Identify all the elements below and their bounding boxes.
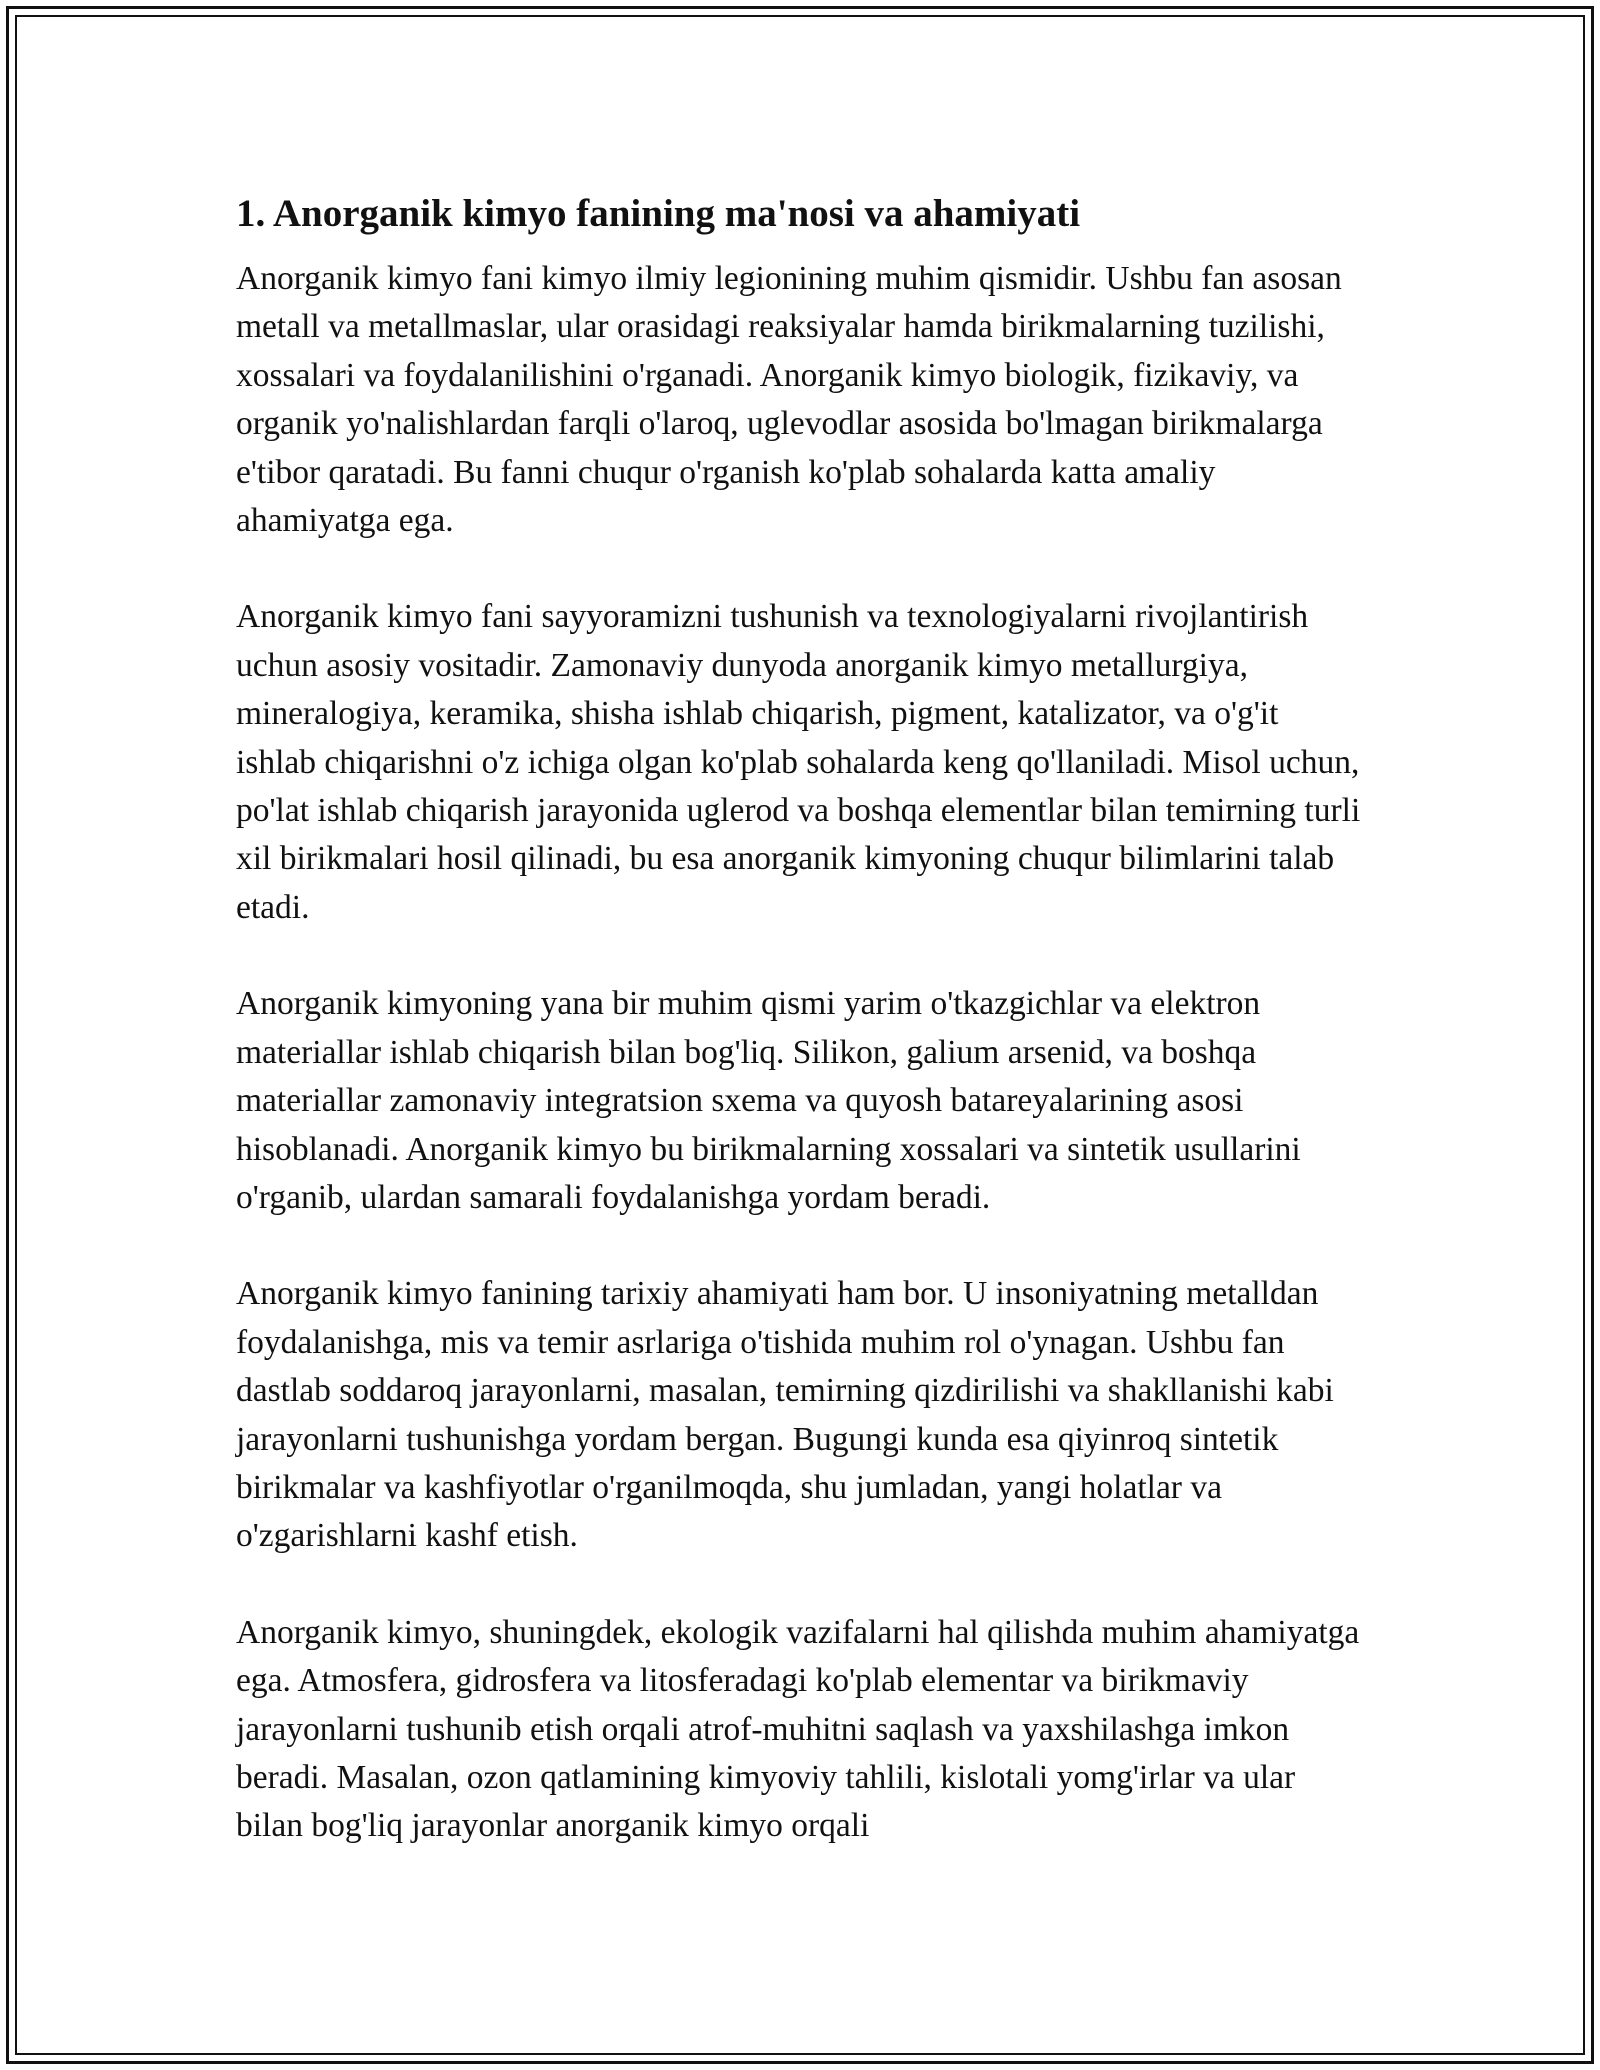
paragraph-3: Anorganik kimyoning yana bir muhim qismi yarim o'tkazgichlar va elektron materiallar ishlab chiqarish bilan bog'liq. Silikon, galium arsenid, va boshqa materiallar zamonaviy integratsion sxema va quyosh batareyalarining asosi hisoblanadi. Anorganik kimyo bu birikmalarning xossalari va sintetik usullarini o'rganib, ulardan samarali foydalanishga yordam beradi. [236, 985, 1301, 1216]
paragraph-2: Anorganik kimyo fani sayyoramizni tushunish va texnologiyalarni rivojlantirish uchun asosiy vositadir. Zamonaviy dunyoda anorganik kimyo metallurgiya, mineralogiya, keramika, shisha ishlab chiqarish, pigment, katalizator, va o'g'it ishlab chiqarishni o'z ichiga olgan ko'plab sohalarda keng qo'llaniladi. Misol uchun, po'lat ishlab chiqarish jarayonida uglerod va boshqa elementlar bilan temirning turli xil birikmalari hosil qilinadi, bu esa anorganik kimyoning chuqur bilimlarini talab etadi. [236, 598, 1361, 926]
paragraph-1: Anorganik kimyo fani kimyo ilmiy legionining muhim qismidir. Ushbu fan asosan metall va metallmaslar, ular orasidagi reaksiyalar hamda birikmalarning tuzilishi, xossalari va foydalanilishini o'rganadi. Anorganik kimyo biologik, fizikaviy, va organik yo'nalishlardan farqli o'laroq, uglevodlar asosida bo'lmagan birikmalarga e'tibor qaratadi. Bu fanni chuqur o'rganish ko'plab sohalarda katta amaliy ahamiyatga ega. [236, 260, 1342, 540]
document-body [236, 186, 1366, 1899]
paragraph-5: Anorganik kimyo, shuningdek, ekologik vazifalarni hal qilishda muhim ahamiyatga ega. Atmosfera, gidrosfera va litosferadagi ko'plab elementar va birikmaviy jarayonlarni tushunib etish orqali atrof-muhitni saqlash va yaxshilashga imkon beradi. Masalan, ozon qatlamining kimyoviy tahlili, kislotali yomg'irlar va ular bilan bog'liq jarayonlar anorganik kimyo orqali [236, 1613, 1360, 1845]
paragraph-4: Anorganik kimyo fanining tarixiy ahamiyati ham bor. U insoniyatning metalldan foydalanishga, mis va temir asrlariga o'tishida muhim rol o'ynagan. Ushbu fan dastlab soddaroq jarayonlarni, masalan, temirning qizdirilishi va shakllanishi kabi jarayonlarni tushunishga yordam bergan. Bugungi kunda esa qiyinroq sintetik birikmalar va kashfiyotlar o'rganilmoqda, shu jumladan, yangi holatlar va o'zgarishlarni kashf etish. [236, 1275, 1334, 1555]
section-heading: 1. Anorganik kimyo fanining ma'nosi va ahamiyati [236, 192, 1081, 235]
